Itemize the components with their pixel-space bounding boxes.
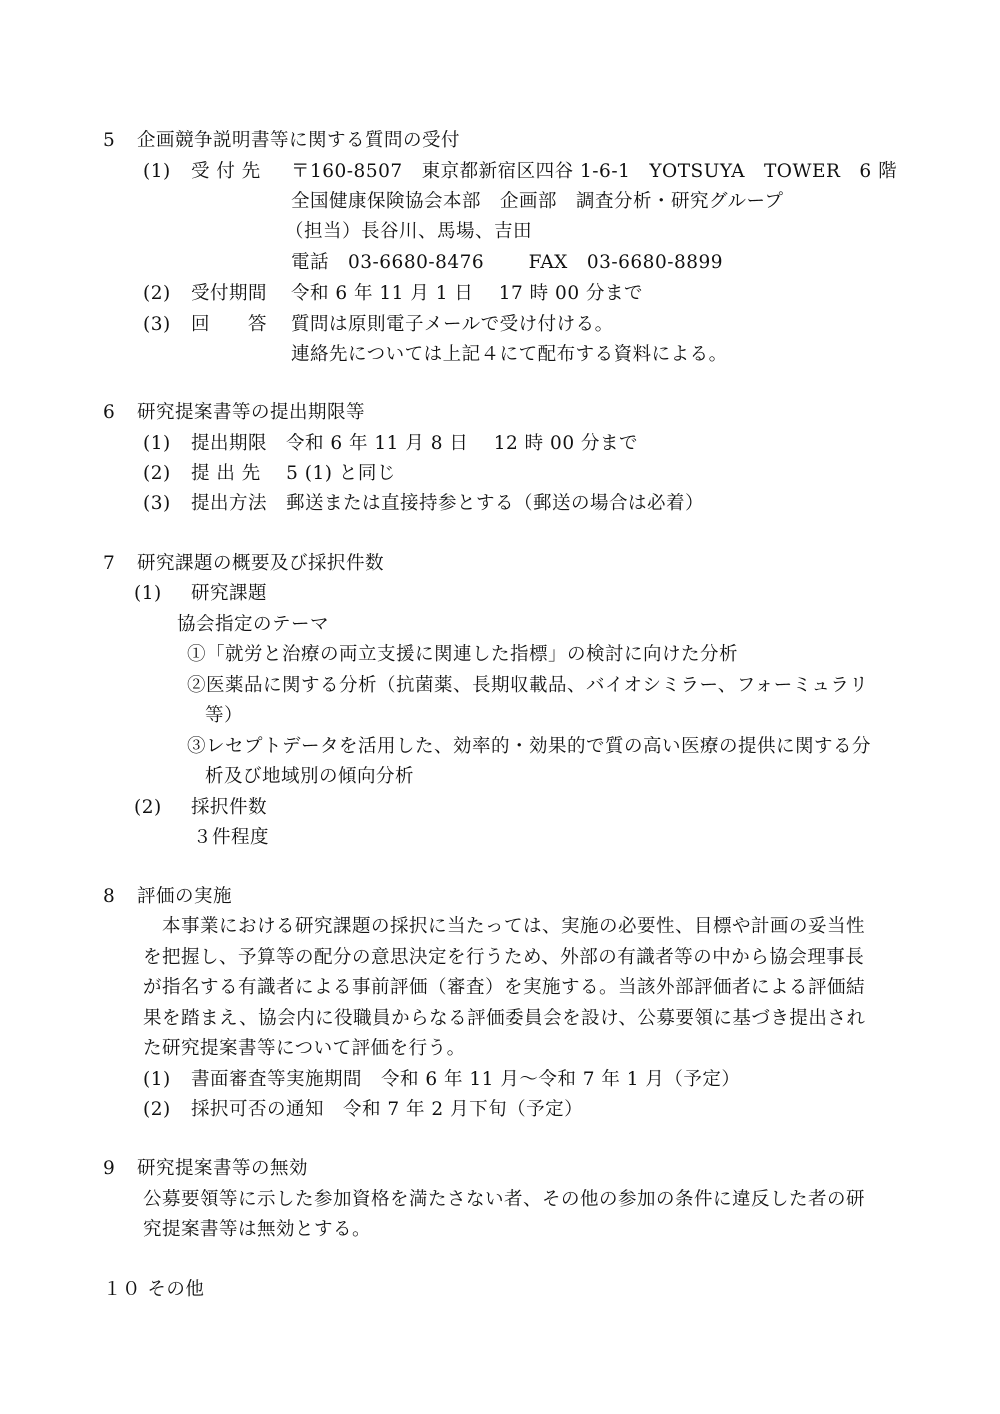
s6-submission-destination: 提 出 先 5 (1) と同じ (191, 463, 396, 484)
section-6-number: 6 (103, 402, 116, 423)
s5-item-2-label: 受付期間 (191, 283, 268, 304)
s9-paragraph-line-2: 究提案書等は無効とする。 (143, 1219, 372, 1240)
s7-item-2-label: 採択件数 (191, 797, 268, 818)
s7-item-2-number: (2) (134, 797, 162, 818)
s8-paragraph-line-3: が指名する有識者による事前評価（審査）を実施する。当該外部評価者による評価結 (143, 977, 866, 998)
section-9-number: 9 (103, 1158, 116, 1179)
s7-theme-3-line-2: 析及び地域別の傾向分析 (205, 766, 415, 787)
section-8-heading: 評価の実施 (137, 886, 233, 907)
s7-theme-3-line-1: ③レセプトデータを活用した、効率的・効果的で質の高い医療の提供に関する分 (187, 736, 872, 757)
s5-answer-line-2: 連絡先については上記４にて配布する資料による。 (291, 344, 728, 365)
s7-adoption-count: ３件程度 (193, 827, 270, 848)
s5-item-3-label: 回 答 (191, 314, 268, 335)
s8-review-period: 書面審査等実施期間 令和 6 年 11 月～令和 7 年 1 月（予定） (191, 1069, 741, 1090)
s7-item-1-label: 研究課題 (191, 583, 268, 604)
s8-item-1-number: (1) (143, 1069, 171, 1090)
s5-answer-line-1: 質問は原則電子メールで受け付ける。 (291, 314, 614, 335)
section-8-number: 8 (103, 886, 116, 907)
s8-paragraph-line-1: 本事業における研究課題の採択に当たっては、実施の必要性、目標や計画の妥当性 (162, 916, 866, 937)
s8-paragraph-line-5: た研究提案書等について評価を行う。 (143, 1038, 466, 1059)
s5-organization: 全国健康保険協会本部 企画部 調査分析・研究グループ (291, 191, 784, 212)
section-7-number: 7 (103, 553, 116, 574)
s6-item-1-number: (1) (143, 433, 171, 454)
section-5-heading: 企画競争説明書等に関する質問の受付 (137, 130, 461, 151)
s5-reception-period: 令和 6 年 11 月 1 日 17 時 00 分まで (291, 283, 643, 304)
s6-item-2-number: (2) (143, 463, 171, 484)
s6-submission-method: 提出方法 郵送または直接持参とする（郵送の場合は必着） (191, 493, 705, 514)
s7-theme-2-line-2: 等） (205, 705, 244, 726)
s5-address: 〒160-8507 東京都新宿区四谷 1-6-1 YOTSUYA TOWER 6 階 (291, 161, 898, 182)
s9-paragraph-line-1: 公募要領等に示した参加資格を満たさない者、その他の参加の条件に違反した者の研 (143, 1189, 866, 1210)
section-10-heading: １０ その他 (103, 1279, 205, 1300)
section-9-heading: 研究提案書等の無効 (137, 1158, 309, 1179)
s7-designated-theme-label: 協会指定のテーマ (177, 614, 330, 635)
section-5-number: 5 (103, 130, 116, 151)
s8-paragraph-line-2: を把握し、予算等の配分の意思決定を行うため、外部の有識者等の中から協会理事長 (143, 947, 865, 968)
s5-phone-fax: 電話 03-6680-8476 FAX 03-6680-8899 (291, 252, 724, 273)
s5-contact-persons: （担当）長谷川、馬場、吉田 (285, 221, 533, 242)
s7-item-1-number: (1) (134, 583, 162, 604)
s7-theme-1: ①「就労と治療の両立支援に関連した指標」の検討に向けた分析 (187, 644, 739, 665)
s8-notification: 採択可否の通知 令和 7 年 2 月下旬（予定） (191, 1099, 584, 1120)
s6-submission-deadline: 提出期限 令和 6 年 11 月 8 日 12 時 00 分まで (191, 433, 638, 454)
section-7-heading: 研究課題の概要及び採択件数 (137, 553, 385, 574)
s5-item-1-number: (1) (143, 161, 171, 182)
s6-item-3-number: (3) (143, 493, 171, 514)
s5-item-3-number: (3) (143, 314, 171, 335)
s7-theme-2-line-1: ②医薬品に関する分析（抗菌薬、長期収載品、バイオシミラー、フォーミュラリ (187, 675, 869, 696)
s8-item-2-number: (2) (143, 1099, 171, 1120)
s8-paragraph-line-4: 果を踏まえ、協会内に役職員からなる評価委員会を設け、公募要領に基づき提出され (143, 1008, 866, 1029)
section-6-heading: 研究提案書等の提出期限等 (137, 402, 366, 423)
s5-item-1-label: 受 付 先 (191, 161, 261, 182)
s5-item-2-number: (2) (143, 283, 171, 304)
